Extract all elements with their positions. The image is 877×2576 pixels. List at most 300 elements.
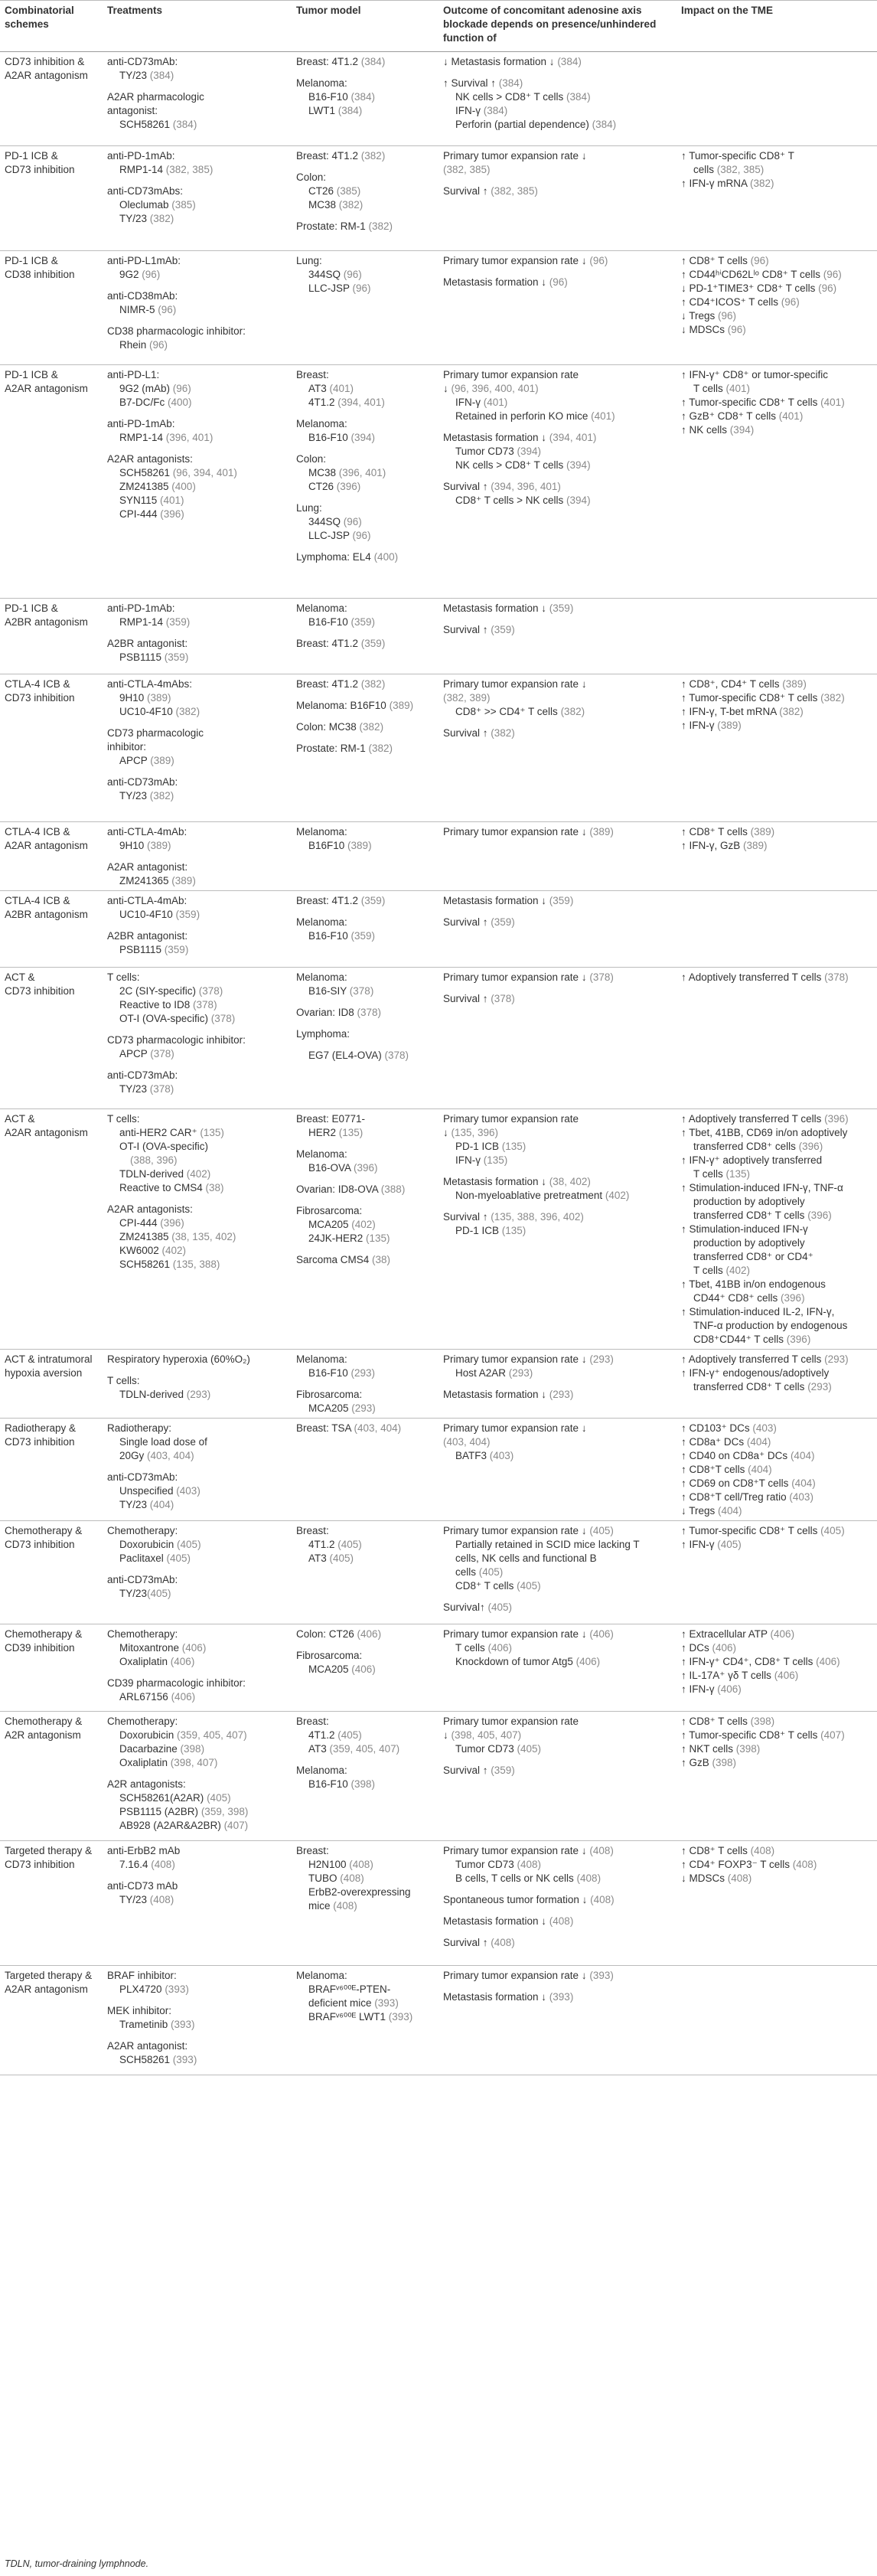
cell-block (107, 452, 287, 521)
reference-number: (398, 407) (170, 1757, 218, 1768)
cell-line: BRAF inhibitor: (107, 1970, 177, 1981)
cell-line: Metastasis formation ↓ (408) (443, 1915, 574, 1927)
cell-line: transferred CD8⁺ cells (396) (693, 1141, 823, 1152)
cell-line: Chemotherapy: (107, 1716, 178, 1727)
reference-number: (388) (380, 1184, 406, 1195)
reference-number: (404) (748, 1464, 772, 1475)
cell-line: ↑ CD103⁺ DCs (403) (681, 1422, 777, 1434)
cell-block (296, 637, 434, 651)
cell-line: B16F10 (389) (308, 840, 372, 851)
scheme-cell (0, 251, 103, 365)
cell-line: ↑ NK cells (394) (681, 424, 755, 436)
reference-number: (405) (517, 1580, 541, 1592)
reference-number: (394, 401) (549, 432, 597, 443)
cell-line: transferred CD8⁺ T cells (293) (693, 1381, 832, 1392)
treatments-cell (103, 1712, 292, 1841)
cell-block (681, 368, 872, 437)
reference-number: (385) (336, 185, 361, 197)
reference-number: (96) (142, 269, 161, 280)
treatments-cell (103, 1419, 292, 1521)
tumor-model-cell (292, 146, 438, 251)
reference-number: (96) (589, 255, 608, 266)
scheme-line: ACT & (5, 971, 35, 983)
cell-line: Melanoma: (296, 971, 347, 983)
cell-line: ↑ CD4⁺ FOXP3⁻ T cells (408) (681, 1859, 817, 1870)
cell-line: • IFN-γ (401) (443, 396, 672, 410)
reference-number: (384) (498, 77, 523, 89)
cell-line: ↑ Stimulation-induced IFN-γ (681, 1223, 808, 1235)
reference-number: (405) (329, 1552, 354, 1564)
cell-line: ↑ Adoptively transferred T cells (378) (681, 971, 849, 983)
cell-line: • ErbB2-overexpressing (296, 1885, 434, 1899)
cell-line: Primary tumor expansion rate ↓ (389) (443, 826, 614, 837)
scheme-line: A2AR antagonism (5, 1127, 88, 1138)
cell-block (443, 1915, 672, 1928)
cell-line: Primary tumor expansion rate ↓ (378) (443, 971, 614, 983)
cell-line: Primary tumor expansion rate (443, 369, 579, 380)
cell-line: Primary tumor expansion rate ↓ (408) (443, 1845, 614, 1856)
cell-line: Metastasis formation ↓ (293) (443, 1389, 574, 1400)
tumor-model-cell (292, 365, 438, 599)
cell-line: Fibrosarcoma: (296, 1650, 363, 1661)
cell-line: ↑ CD8⁺T cell/Treg ratio (403) (681, 1491, 813, 1503)
cell-block (296, 55, 434, 69)
reference-number: (406) (774, 1670, 799, 1681)
cell-line: • BRAFᵛ⁶⁰⁰ᴱ LWT1 (393) (296, 2010, 434, 2024)
cell-line: ↑ Stimulation-induced IL-2, IFN-γ, (681, 1306, 835, 1317)
impact-cell (676, 891, 877, 968)
cell-line: Survival ↑ (408) (443, 1937, 515, 1948)
reference-number: (359) (164, 651, 189, 663)
reference-number: (398, 405, 407) (451, 1729, 522, 1741)
cell-block (296, 1628, 434, 1641)
cell-line: • Partially retained in SCID mice lacking T (443, 1538, 672, 1552)
cell-block (296, 825, 434, 853)
treatments-cell (103, 968, 292, 1109)
cell-block (296, 894, 434, 908)
cell-block (107, 971, 287, 1026)
cell-block (443, 1844, 672, 1885)
cell-block (443, 1210, 672, 1238)
cell-line: • 4T1.2 (394, 401) (296, 396, 434, 410)
reference-number: (394, 401) (337, 397, 385, 408)
reference-number: (401) (591, 410, 615, 422)
reference-number: (384) (557, 56, 582, 67)
reference-number: (401) (820, 397, 845, 408)
outcome-cell (438, 1624, 676, 1712)
scheme-cell (0, 146, 103, 251)
cell-block (443, 1969, 672, 1983)
reference-number: (394) (566, 495, 591, 506)
cell-line: • LLC-JSP (96) (296, 529, 434, 543)
scheme-cell (0, 1841, 103, 1966)
reference-number: (359) (350, 616, 376, 628)
table-row (0, 146, 877, 251)
scheme-cell (0, 1350, 103, 1419)
impact-cell (676, 1966, 877, 2075)
cell-block (296, 149, 434, 163)
cell-line (443, 163, 672, 177)
table-row (0, 674, 877, 822)
reference-number: (96) (352, 530, 371, 541)
reference-number: (406) (170, 1656, 195, 1667)
cell-line: • H2N100 (408) (296, 1858, 434, 1872)
reference-number: (359, 398) (201, 1806, 249, 1817)
reference-number: (135) (366, 1232, 390, 1244)
reference-number: (406) (357, 1628, 382, 1640)
cell-line: ↑ Adoptively transferred T cells (293) (681, 1353, 849, 1365)
reference-number: (96, 394, 401) (172, 467, 237, 478)
treatments-cell (103, 1841, 292, 1966)
cell-block (443, 1715, 672, 1756)
reference-number: (396, 401) (338, 467, 386, 478)
reference-number: (408) (149, 1894, 174, 1905)
tumor-model-cell (292, 1419, 438, 1521)
cell-line: Survival ↑ (394, 396, 401) (443, 481, 561, 492)
cell-block (296, 452, 434, 494)
table-header-row (0, 1, 877, 52)
reference-number: (396) (160, 1217, 184, 1229)
treatments-cell (103, 365, 292, 599)
reference-number: (403, 404) (354, 1422, 402, 1434)
tumor-model-cell (292, 1624, 438, 1712)
cell-block (107, 894, 287, 922)
tumor-model-cell (292, 891, 438, 968)
reference-number: (389) (589, 826, 614, 837)
outcome-cell (438, 599, 676, 674)
cell-line: • Reactive to ID8 (378) (107, 998, 287, 1012)
cell-line: Melanoma: (296, 1353, 347, 1365)
reference-number: (400) (373, 551, 399, 563)
tumor-model-cell (292, 1109, 438, 1350)
reference-number: (400) (171, 481, 196, 492)
cell-line: ↑ DCs (406) (681, 1642, 737, 1654)
cell-line: anti-PD-1mAb: (107, 418, 175, 429)
cell-line: • 9G2 (96) (107, 268, 287, 282)
reference-number: (389) (717, 720, 742, 731)
cell-line: • anti-HER2 CAR⁺ (135) (107, 1126, 287, 1140)
cell-line: Melanoma: (296, 826, 347, 837)
cell-line: ↑ CD40 on CD8a⁺ DCs (404) (681, 1450, 815, 1461)
treatments-cell (103, 599, 292, 674)
scheme-line: A2AR antagonism (5, 1983, 88, 1995)
reference-number: (404) (790, 1450, 815, 1461)
cell-line: • Unspecified (403) (107, 1484, 287, 1498)
cell-line: antagonist: (107, 105, 158, 116)
cell-block (107, 637, 287, 664)
reference-number: (396, 401) (165, 432, 214, 443)
cell-line: • KW6002 (402) (107, 1244, 287, 1258)
reference-number: (393) (589, 1970, 614, 1981)
tumor-model-cell (292, 1350, 438, 1419)
cell-line: • SCH58261(A2AR) (405) (107, 1791, 287, 1805)
cell-line: • 344SQ (96) (296, 268, 434, 282)
cell-block (107, 1879, 287, 1907)
reference-number: (135) (725, 1168, 751, 1180)
impact-cell (676, 674, 877, 822)
cell-line: Primary tumor expansion rate (443, 1716, 579, 1727)
scheme-cell (0, 1712, 103, 1841)
cell-line: • APCP (378) (107, 1047, 287, 1061)
cell-block (296, 1204, 434, 1246)
cell-line: Metastasis formation ↓ (394, 401) (443, 432, 597, 443)
reference-number: (293) (350, 1367, 376, 1379)
cell-line: Metastasis formation ↓ (359) (443, 602, 574, 614)
reference-number: (403) (489, 1450, 514, 1461)
cell-block (443, 677, 672, 719)
cell-line: Breast: (296, 1716, 329, 1727)
cell-block (681, 1524, 872, 1552)
scheme-line: PD-1 ICB & (5, 255, 58, 266)
reference-number: (96) (818, 282, 837, 294)
reference-number: (382) (360, 150, 386, 162)
cell-block (107, 1353, 287, 1366)
cell-line: • EG7 (EL4-OVA) (378) (296, 1049, 434, 1063)
reference-number: (388, 396) (130, 1154, 178, 1166)
reference-number: (96) (727, 324, 746, 335)
cell-line: ↑ CD8⁺ T cells (389) (681, 826, 775, 837)
cell-line: Lymphoma: (296, 1028, 350, 1040)
cell-line: • MC38 (382) (296, 198, 434, 212)
scheme-cell (0, 1419, 103, 1521)
cell-block (107, 1524, 287, 1566)
cell-block (296, 550, 434, 564)
cell-line: Colon: (296, 453, 327, 465)
cell-line: TNF-α production by endogenous (693, 1320, 848, 1331)
cell-line: Melanoma: B16F10 (389) (296, 700, 414, 711)
cell-block (443, 1990, 672, 2004)
table-body (0, 52, 877, 2075)
impact-cell (676, 251, 877, 365)
outcome-cell (438, 146, 676, 251)
scheme-line: Chemotherapy & (5, 1716, 83, 1727)
cell-line: Breast: (296, 1525, 329, 1536)
cell-block (107, 1677, 287, 1704)
cell-line: anti-ErbB2 mAb (107, 1845, 181, 1856)
cell-line: ↓ PD-1⁺TIME3⁺ CD8⁺ T cells (96) (681, 282, 837, 294)
scheme-line: ACT & (5, 1113, 35, 1125)
cell-block (296, 1844, 434, 1913)
cell-line: Breast: 4T1.2 (382) (296, 150, 386, 162)
cell-line: Primary tumor expansion rate ↓ (443, 678, 587, 690)
cell-line: ↑ Tbet, 41BB, CD69 in/on adoptively (681, 1127, 848, 1138)
scheme-line: ACT & intratumoral (5, 1353, 93, 1365)
cell-block (107, 55, 287, 83)
cell-block (681, 677, 872, 733)
cell-block (443, 1112, 672, 1167)
cell-block (296, 742, 434, 756)
cell-line: • B16-F10 (384) (296, 90, 434, 104)
cell-line: • TY/23 (408) (107, 1893, 287, 1907)
cell-block (107, 677, 287, 719)
cell-block (296, 1049, 434, 1063)
reference-number: (382, 385) (165, 164, 214, 175)
cell-line: • NIMR-5 (96) (107, 303, 287, 317)
reference-number: (405) (337, 1729, 362, 1741)
reference-number: (393) (388, 2011, 413, 2023)
cell-block (107, 90, 287, 132)
reference-number: (398) (712, 1757, 737, 1768)
reference-number: (405) (166, 1552, 191, 1564)
cell-line: • PSB1115 (A2BR) (359, 398) (107, 1805, 287, 1819)
reference-number: (396) (160, 508, 184, 520)
cell-line: ↑ Adoptively transferred T cells (396) (681, 1113, 849, 1125)
reference-number: (382, 389) (443, 692, 491, 704)
impact-cell (676, 822, 877, 891)
reference-number: (405) (337, 1539, 362, 1550)
reference-number: (394) (566, 459, 591, 471)
reference-number: (378) (491, 993, 515, 1004)
cell-block (443, 894, 672, 908)
cell-block (681, 149, 872, 191)
cell-block (443, 602, 672, 615)
cell-line: Breast: 4T1.2 (359) (296, 895, 386, 906)
cell-line: • T cells (406) (443, 1641, 672, 1655)
impact-cell (676, 1841, 877, 1966)
cell-block (107, 2004, 287, 2032)
cell-line: ↑ CD4⁺ICOS⁺ T cells (96) (681, 296, 800, 308)
cell-line: • UC10-4F10 (382) (107, 705, 287, 719)
cell-line: anti-CD73mAb: (107, 1574, 178, 1585)
reference-number: (398) (750, 1716, 775, 1727)
cell-line: ↑ IFN-γ, GzB (389) (681, 840, 768, 851)
cell-block (443, 1936, 672, 1950)
cell-line: ↑ CD8⁺ T cells (398) (681, 1716, 775, 1727)
cell-line: • PSB1115 (359) (107, 651, 287, 664)
cell-block (296, 417, 434, 445)
outcome-cell (438, 968, 676, 1109)
cell-block (296, 602, 434, 629)
cell-line: ↓ MDSCs (408) (681, 1872, 752, 1884)
cell-block (107, 775, 287, 803)
reference-number: (96) (549, 276, 568, 288)
impact-cell (676, 968, 877, 1109)
reference-number: (384) (350, 91, 376, 103)
cell-line: Survival ↑ (382) (443, 727, 515, 739)
reference-number: (293) (186, 1389, 211, 1400)
reference-number: (396) (781, 1292, 805, 1304)
table-row (0, 1624, 877, 1712)
cell-line: Primary tumor expansion rate ↓ (443, 1422, 587, 1434)
reference-number: (393) (374, 1997, 399, 2009)
cell-line: • APCP (389) (107, 754, 287, 768)
reference-number: (384) (592, 119, 617, 130)
cell-line: • 9H10 (389) (107, 691, 287, 705)
cell-line: Primary tumor expansion rate ↓ (443, 150, 587, 162)
reference-number: (403) (176, 1485, 201, 1497)
cell-line: ↑ IFN-γ⁺ adoptively transferred (681, 1154, 823, 1166)
cell-line: • Doxorubicin (405) (107, 1538, 287, 1552)
reference-number: (359, 405, 407) (329, 1743, 400, 1755)
reference-number: (408) (333, 1900, 357, 1912)
cell-block (107, 1203, 287, 1272)
reference-number: (382) (368, 220, 393, 232)
cell-line: Chemotherapy: (107, 1628, 178, 1640)
cell-line: Survival ↑ (359) (443, 916, 515, 928)
cell-line: Survival ↑ (382, 385) (443, 185, 538, 197)
cell-block (681, 1112, 872, 1347)
cell-block (443, 1388, 672, 1402)
scheme-line: hypoxia aversion (5, 1367, 83, 1379)
cell-block (443, 480, 672, 508)
scheme-cell (0, 52, 103, 146)
reference-number: (135, 388, 396, 402) (491, 1211, 584, 1223)
cell-line: • LLC-JSP (96) (296, 282, 434, 295)
cell-line: ↓ MDSCs (96) (681, 324, 746, 335)
outcome-cell (438, 1109, 676, 1350)
reference-number: (96, 396, 400, 401) (451, 383, 539, 394)
cell-line: • Trametinib (393) (107, 2018, 287, 2032)
tumor-model-cell (292, 1966, 438, 2075)
reference-number: (408) (750, 1845, 775, 1856)
reference-number: (382) (750, 178, 774, 189)
reference-number: (396) (354, 1162, 378, 1174)
table-row (0, 1712, 877, 1841)
table-row (0, 891, 877, 968)
cell-line: Colon: CT26 (406) (296, 1628, 382, 1640)
cell-line: • Oxaliplatin (398, 407) (107, 1756, 287, 1770)
cell-line: • TDLN-derived (402) (107, 1167, 287, 1181)
cell-line: cells (405) (455, 1566, 504, 1578)
cell-block (443, 971, 672, 984)
reference-number: (406) (487, 1642, 513, 1654)
tumor-model-cell (292, 968, 438, 1109)
cell-line: Fibrosarcoma: (296, 1389, 363, 1400)
scheme-cell (0, 968, 103, 1109)
reference-number: (408) (549, 1915, 574, 1927)
reference-number: (378) (198, 985, 223, 997)
cell-block (443, 726, 672, 740)
cell-block (107, 1715, 287, 1770)
reference-number: (389) (147, 840, 171, 851)
cell-block (107, 325, 287, 352)
scheme-line: A2AR antagonism (5, 840, 88, 851)
cell-block (443, 1422, 672, 1463)
cell-line: Primary tumor expansion rate (443, 1113, 579, 1125)
reference-number: (406) (351, 1663, 376, 1675)
cell-line: ↑ GzB⁺ CD8⁺ T cells (401) (681, 410, 804, 422)
cell-line: • 4T1.2 (405) (296, 1538, 434, 1552)
tumor-model-cell (292, 1841, 438, 1966)
table-row (0, 599, 877, 674)
cell-line: Metastasis formation ↓ (393) (443, 1991, 574, 2003)
reference-number: (402) (161, 1245, 187, 1256)
reference-number: (389) (750, 826, 775, 837)
cell-block (681, 1353, 872, 1394)
cell-line: • OT-I (OVA-specific) (107, 1140, 287, 1154)
cell-line: Metastasis formation ↓ (359) (443, 895, 574, 906)
cell-line: ↑ Tbet, 41BB in/on endogenous (681, 1278, 826, 1290)
reference-number: (407) (820, 1729, 845, 1741)
cell-line: cells, NK cells and functional B (455, 1552, 597, 1564)
cell-line: • TY/23 (382) (107, 789, 287, 803)
cell-line: 20Gy (403, 404) (119, 1450, 194, 1461)
cell-line: • Dacarbazine (398) (107, 1742, 287, 1756)
cell-line: • RMP1-14 (359) (107, 615, 287, 629)
reference-number: (408) (576, 1872, 602, 1884)
cell-block (681, 1844, 872, 1885)
reference-number: (382) (491, 727, 515, 739)
scheme-cell (0, 1966, 103, 2075)
reference-number: (382) (175, 706, 201, 717)
reference-number: (382, 385) (716, 164, 765, 175)
reference-number: (96) (343, 516, 362, 527)
cell-line: inhibitor: (107, 741, 147, 753)
cell-line: • TDLN-derived (293) (107, 1388, 287, 1402)
tumor-model-cell (292, 599, 438, 674)
cell-line: MCA205 (406) (308, 1663, 376, 1675)
cell-block (443, 623, 672, 637)
